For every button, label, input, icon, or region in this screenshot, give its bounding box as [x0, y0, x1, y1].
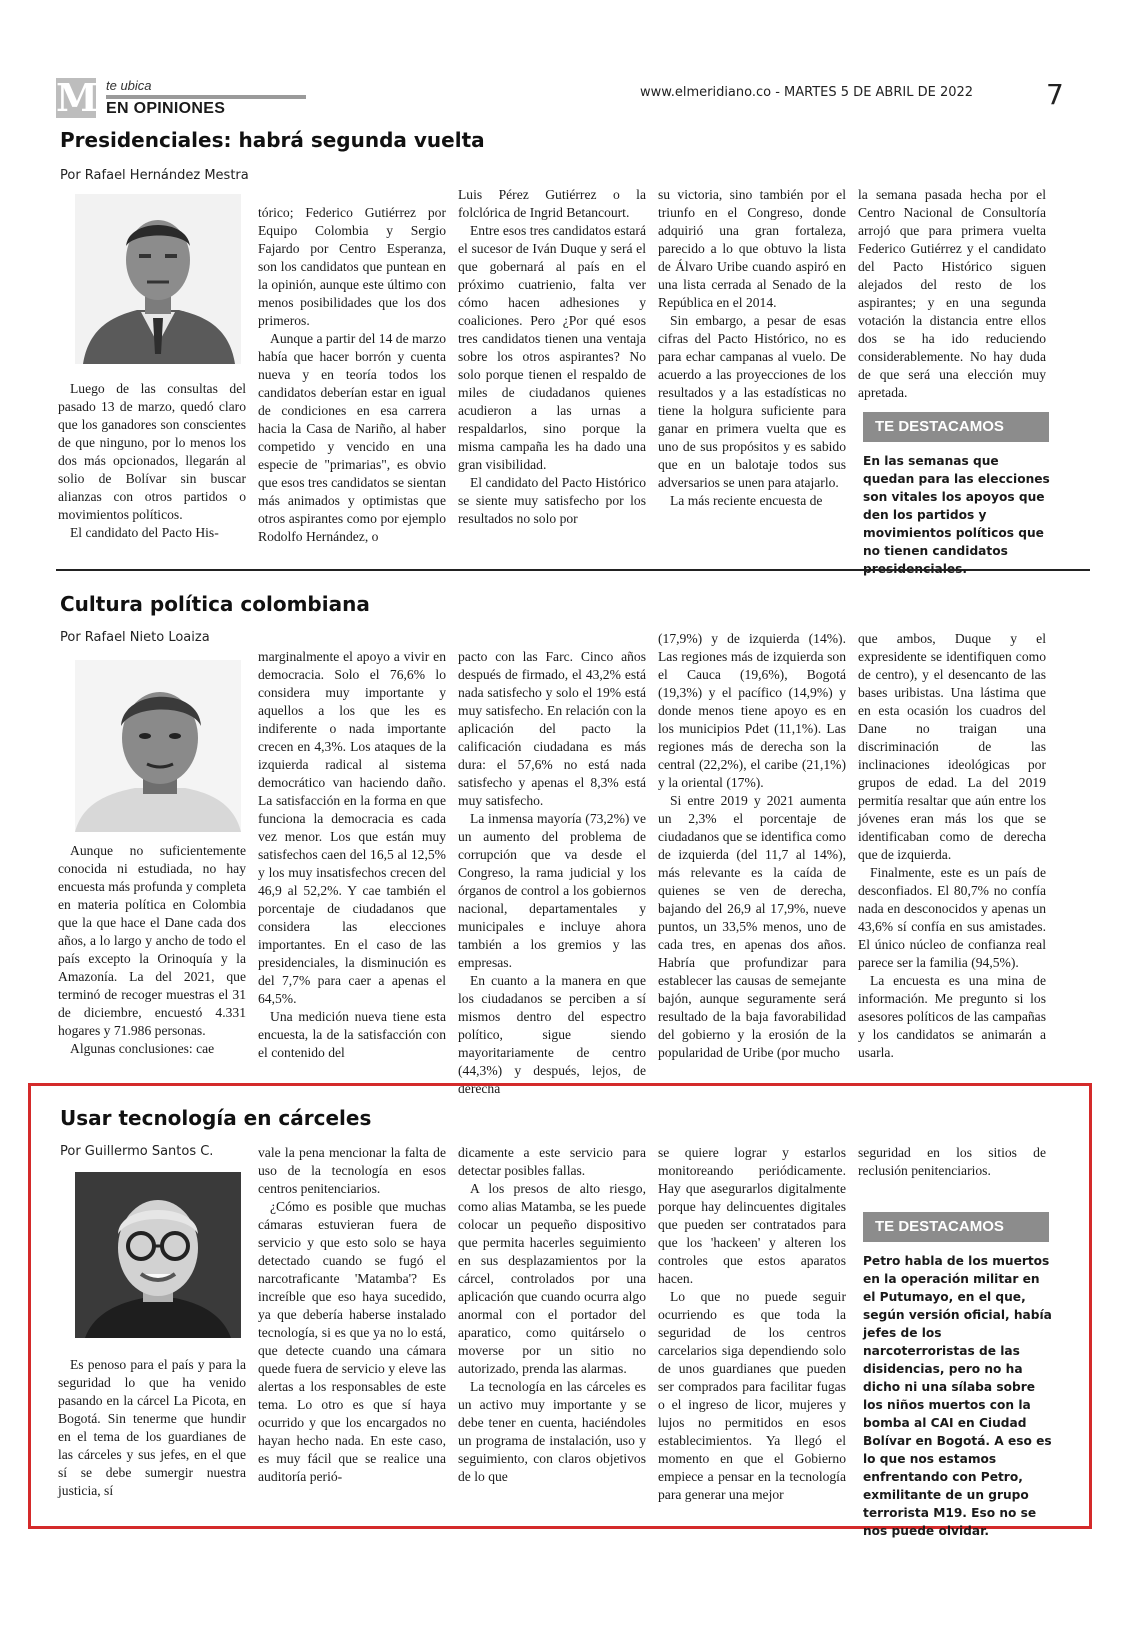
article-2-column-2: marginalmente el apoyo a vivir en democracia. Solo el 76,6% lo considera muy importante y aquellos a los que les es indiferente o nada importante crecen en 4,3%. Los ataques de la izquierda radical al sistema democrático van haciendo daño. La satisfacción en la forma en que funciona la democracia es cada vez menor. Los que están muy satisfechos caen del 16,5 al 12,5% y los muy insatisfechos crecen del 46,9 al 52,2%. Y cae también el porcentaje de ciudadanos que considera las elecciones importantes. En el caso de las presidenciales, la disminución es del 7,7% para caer a apenas el 64,5%. Una medición nueva tiene esta encuesta, la de la satisfacción con el contenido del: [258, 649, 446, 1060]
article-divider-1: [56, 569, 1090, 571]
section-tagline: te ubica: [106, 78, 152, 93]
article-1-column-5: la semana pasada hecha por el Centro Nacional de Consultoría arrojó que para primera vuelta Federico Gutiérrez y el candidato del Pacto Histórico siguen alejados del resto de los aspirantes; y en una segunda votación la distancia entre ellos dos se ha ido reduciendo considerablemente. No hay duda de que será una elección muy apretada.: [858, 187, 1046, 400]
article-1-column-2: tórico; Federico Gutiérrez por Equipo Colombia y Sergio Fajardo por Centro Esperanza, son los candidatos que puntean en la opinión, aunque este último con menos posibilidades que los dos primeros. Aunque a partir del 14 de marzo había que hacer borrón y cuenta nueva y en teoría todos los candidatos deberían estar en igual de condiciones en esa carrera hacia la Casa de Nariño, al haber competido y vencido en una especie de "primarias", es obvio que esos tres candidatos se sientan más animados y optimistas que otros aspirantes como por ejemplo Rodolfo Hernández, o: [258, 205, 446, 544]
article-3-byline: Por Guillermo Santos C.: [60, 1144, 214, 1159]
article-1-column-1: Luego de las consultas del pasado 13 de marzo, quedó claro que los ganadores son conscientes de que ninguno, por lo menos los dos más opcionados, llegarán al solio de Bolívar sin buscar alianzas con otros partidos o movimientos políticos. El candidato del Pacto His-: [58, 381, 246, 540]
article-2-column-4: (17,9%) y de izquierda (14%). Las regiones más de izquierda son el Cauca (19,6%), Bogotá (19,3%) y el pacífico (14,9%) y donde menos tiene apoyo es en los municipios Pdet (11,1%). Las regiones más de derecha son la central (22,2%), el caribe (21,1%) y la oriental (17%). Si entre 2019 y 2021 aumenta un 2,3% el porcentaje de ciudadanos que se identifica como de izquierda (del 11,7 al 14%), más relevante es la caída de quienes se ven de derecha, bajando del 26,9 al 17,9%, nueve puntos, un 33,5% menos, uno de cada tres, en apenas dos años. Habría que profundizar para establecer las causas de semejante bajón, aunque seguramente será resultado de la baja favorabilidad del gobierno y la erosión de la popularidad de Uribe (por mucho: [658, 631, 846, 1060]
article-3-column-1: Es penoso para el país y para la seguridad lo que ha venido pasando en la cárcel La Picota, en Bogotá. Sin tenerme que hundir en el tema de los guardianes de las cárceles y sus jefes, en el que sí se debe sumergir nuestra justicia, sí: [58, 1357, 246, 1498]
article-3-column-4: se quiere lograr y estarlos monitoreando periódicamente. Hay que asegurarlos digitalmente porque hay delincuentes digitales que pueden ser contratados para que los 'hackeen' y alteren los controles que estos aparatos hacen. Lo que no puede seguir ocurriendo es que toda la seguridad de los centros carcelarios siga dependiendo solo de unos guardianes que pueden ser comprados para facilitar fugas o el ingreso de licor, mujeres y lujos no permitidos en esos establecimientos. Ya llegó el momento en que el Gobierno empiece a pensar en la tecnología para generar una mejor: [658, 1145, 846, 1502]
article-1-column-4: su victoria, sino también por el triunfo en el Congreso, donde adquirió una gran fortaleza, parecido a lo que obtuvo la lista de Álvaro Uribe cuando aspiró en una lista cerrada al Senado de la República en el 2014. Sin embargo, a pesar de esas cifras del Pacto Histórico, no es para echar campanas al vuelo. De acuerdo a las proyecciones de los resultados y a las estadísticas no tiene la holgura suficiente para ganar en primera vuelta que es uno de sus propósitos y es sabido que en un balotaje todos sus adversarios se unen para atajarlo. La más reciente encuesta de: [658, 187, 846, 508]
article-1-highlight-text: En las semanas que quedan para las elecciones son vitales los apoyos que den los partidos y movimientos políticos que no tienen candidatos: [863, 454, 1050, 558]
author-photo-nieto: [75, 660, 241, 832]
article-2-column-3: pacto con las Farc. Cinco años después de firmado, el 43,2% está nada satisfecho y solo el 19% está muy satisfecho. En relación con la aplicación del pacto la calificación ciudadana es más dura: el 57,6% no está nada satisfecho y apenas el 8,3% está muy satisfecho. La inmensa mayoría (73,2%) ve un aumento del problema de corrupción que va desde el Congreso, la rama judicial y los órganos de control a los gobiernos nacional, departamentales y municipales e incluye ahora también a los gremios y las empresas. En cuanto a la manera en que los ciudadanos se perciben a sí mismos dentro del espectro político, sigue siendo mayoritariamente de centro (44,3%) y después, lejos, de derecha: [458, 649, 646, 1096]
page-number: 7: [1046, 78, 1064, 111]
article-2-column-5: que ambos, Duque y el expresidente se identifiquen como de centro), y el desencanto de las bases uribistas. Una lástima que en esta ocasión los cuadros del Dane no traigan una discriminación de las inclinaciones ideológicas por grupos de edad. La del 2019 permitía resaltar que aún entre los jóvenes eran más los que se identificaban como de derecha que de izquierda. Finalmente, este es un país de desconfiados. El 80,7% no confía nada en desconocidos y apenas un 43,6% sí confía en sus amistades. El único núcleo de confianza real parece ser la familia (94,5%). La encuesta es una mina de información. Me pregunto si los asesores políticos de las campañas y los candidatos se animarán a usarla.: [858, 631, 1046, 1060]
author-photo-santos: [75, 1172, 241, 1338]
newspaper-logo: M: [56, 75, 99, 120]
section-name: EN OPINIONES: [106, 100, 226, 117]
article-2-byline: Por Rafael Nieto Loaiza: [60, 630, 210, 645]
tagline-rule: [106, 95, 306, 99]
article-2-headline: Cultura política colombiana: [60, 592, 370, 616]
dateline: www.elmeridiano.co - MARTES 5 DE ABRIL DE 2022: [640, 85, 974, 100]
article-1-column-3: Luis Pérez Gutiérrez o la folclórica de Ingrid Betancourt. Entre esos tres candidatos estará el sucesor de Iván Duque y será el que gobernará al país en el próximo cuatrienio, falta ver cómo hacen adhesiones y coaliciones. Pero ¿Por qué esos tres candidatos tienen una ventaja sobre los otros aspirantes? No solo porque tienen el respaldo de miles de ciudadanos quienes acudieron a las urnas a respaldarlos, sino porque la misma campaña les ha dado una gran visibilidad. El candidato del Pacto Histórico se siente muy satisfecho por los resultados no solo por: [458, 187, 646, 526]
article-3-column-3: dicamente a este servicio para detectar posibles fallas. A los presos de alto riesgo, como alias Matamba, se les puede colocar un pequeño dispositivo que permita hacerles seguimiento en sus desplazamientos por la cárcel, controlados por una aplicación que cuando ocurra algo anormal con el portador del aparatico, como quitárselo o moverse por un sitio no autorizado, prenda las alarmas. La tecnología en las cárceles es un activo muy importante y se debe tener en cuenta, haciéndoles un programa de instalación, uso y seguimiento, con claros objetivos de lo que: [458, 1145, 646, 1484]
article-1-highlight-label: TE DESTACAMOS: [863, 412, 1049, 442]
article-1-byline: Por Rafael Hernández Mestra: [60, 168, 249, 183]
author-photo-hernandez: [75, 194, 241, 364]
article-3-column-2: vale la pena mencionar la falta de uso de la tecnología en esos centros penitenciarios. ¿Cómo es posible que muchas cámaras estuvieran fuera de servicio y que esto solo se haya detectado cuando se fugó el narcotraficante 'Matamba'? Es increíble que eso haya sucedido, ya que debería haberse instalado tecnología, si es que ya no lo está, que detecte cuando una cámara quede fuera de servicio y eleve las alertas a los responsables de este tema. Lo otro es que sí haya ocurrido y que los encargados no hayan hecho nada. En este caso, es muy fácil que se realice una auditoría perió-: [258, 1145, 446, 1484]
article-2-column-1: Aunque no suficientemente conocida ni estudiada, no hay encuesta más profunda y completa en materia política en Colombia que la que hace el Dane cada dos años, a lo largo y ancho de todo el país excepto la Orinoquía y la Amazonía. La del 2021, que terminó de recoger muestras el 31 de diciembre, encuestó 4.331 hogares y 71.986 personas. Algunas conclusiones: cae: [58, 843, 246, 1056]
article-3-column-5: seguridad en los sitios de reclusión penitenciarios.: [858, 1145, 1046, 1178]
article-3-highlight-label: TE DESTACAMOS: [863, 1212, 1049, 1242]
article-3-headline: Usar tecnología en cárceles: [60, 1106, 372, 1130]
article-3-highlight-text: Petro habla de los muertos en la operación militar en el Putumayo, en el que, según versión oficial, había jefes de los narcoterroristas de las disidencias, pero no ha dicho ni una sílaba sobre los niños muertos con la bomba al CAI en Ciudad Bolívar en Bogotá. A eso es lo que nos estamos enfrentando con Petro, exmilitante de un grupo terrorista M19. Eso no se nos puede olvidar.: [863, 1254, 1052, 1538]
article-1-headline: Presidenciales: habrá segunda vuelta: [60, 128, 485, 152]
